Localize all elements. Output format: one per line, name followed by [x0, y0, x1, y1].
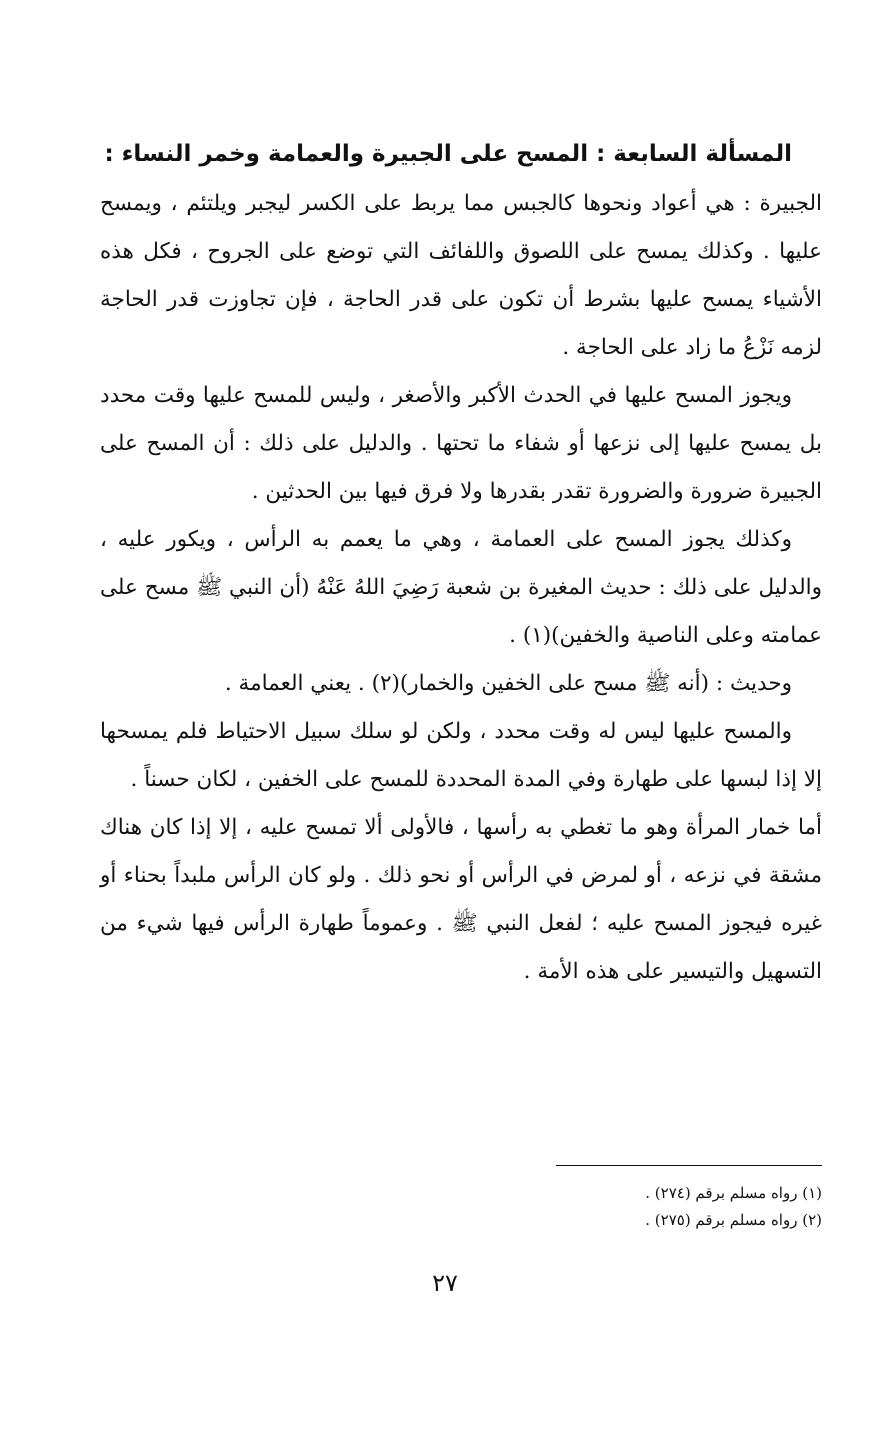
page-number: ٢٧	[432, 1269, 458, 1297]
footnote-1: (١) رواه مسلم برقم (٢٧٤) .	[645, 1184, 822, 1202]
footnotes	[520, 1180, 822, 1234]
paragraph-hadith-khimar: وحديث : (أنه ﷺ مسح على الخفين والخمار)(٢) . يعني العمامة .	[224, 671, 792, 696]
section-heading: المسألة السابعة : المسح على الجبيرة والعمامة وخمر النساء :	[104, 141, 792, 167]
paragraph-jabira-definition: الجبيرة : هي أعواد ونحوها كالجبس مما يربط على الكسر ليجبر ويلتئم ، ويمسح عليها . وكذلك يمسح على اللصوق واللفائف التي توضع على الجروح ، فكل هذه الأشياء يمسح عليها بشرط أن تكون على قدر الحاجة ، فإن تجاوزت قدر الحاجة لزمه نَزْعُ ما زاد على الحاجة .	[100, 191, 822, 360]
footnote-2: (٢) رواه مسلم برقم (٢٧٥) .	[645, 1211, 822, 1229]
footnote-divider	[556, 1165, 822, 1166]
paragraph-women-khimar: أما خمار المرأة وهو ما تغطي به رأسها ، فالأولى ألا تمسح عليه ، إلا إذا كان هناك مشقة في نزعه ، أو لمرض في الرأس أو نحو ذلك . ولو كان الرأس ملبداً بحناء أو غيره فيجوز المسح عليه ؛ لفعل النبي ﷺ . وعموماً طهارة الرأس فيها شيء من التسهيل والتيسير على هذه الأمة .	[100, 815, 822, 984]
paragraph-jabira-ruling: ويجوز المسح عليها في الحدث الأكبر والأصغر ، وليس للمسح عليها وقت محدد بل يمسح عليها إلى نزعها أو شفاء ما تحتها . والدليل على ذلك : أن المسح على الجبيرة ضرورة والضرورة تقدر بقدرها ولا فرق فيها بين الحدثين .	[100, 383, 822, 504]
main-text-block	[100, 130, 822, 996]
paragraph-imama-evidence: وكذلك يجوز المسح على العمامة ، وهي ما يعمم به الرأس ، ويكور عليه ، والدليل على ذلك : حديث المغيرة بن شعبة رَضِيَ اللهُ عَنْهُ (أن النبي ﷺ مسح على عمامته وعلى الناصية والخفين)(١) .	[100, 527, 822, 648]
paragraph-imama-duration: والمسح عليها ليس له وقت محدد ، ولكن لو سلك سبيل الاحتياط فلم يمسحها إلا إذا لبسها على طهارة وفي المدة المحددة للمسح على الخفين ، لكان حسناً .	[100, 719, 822, 792]
